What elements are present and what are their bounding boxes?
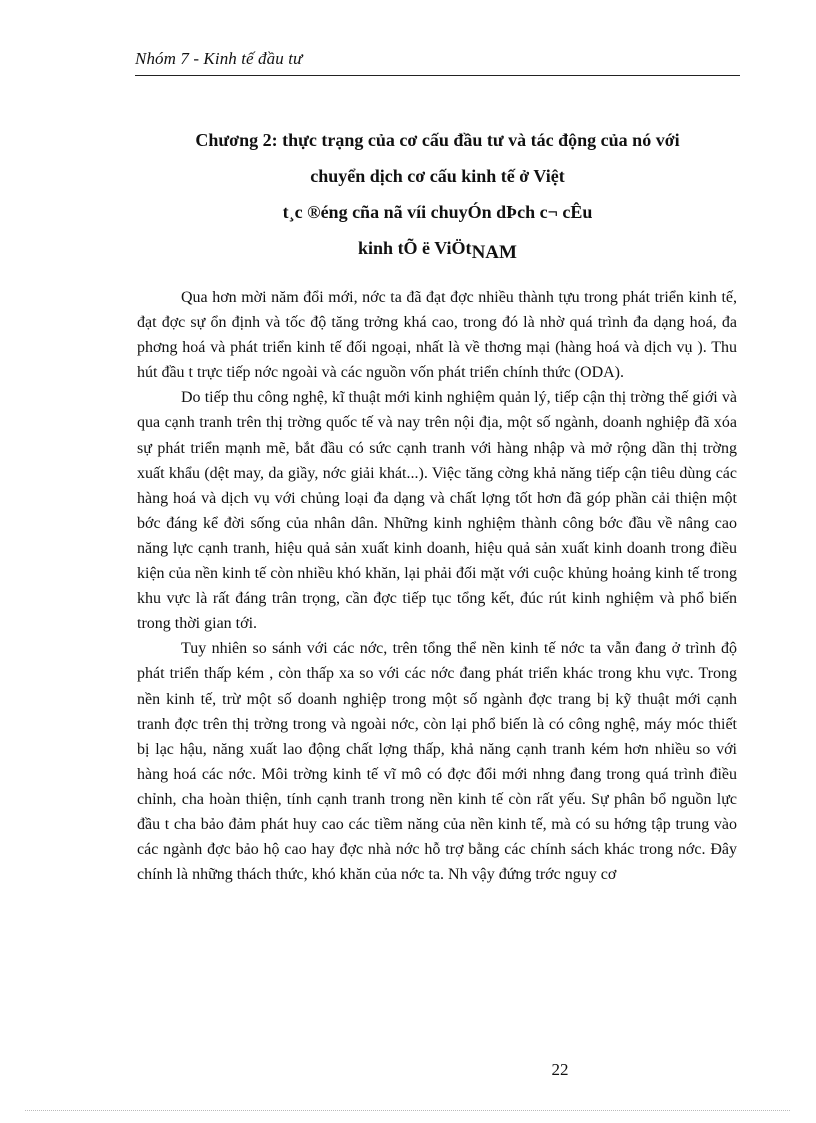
bottom-divider	[25, 1110, 790, 1111]
paragraph-3: Tuy nhiên so sánh với các nớc, trên tổng thể nền kinh tế nớc ta vẫn đang ở trình độ phát triển thấp kém , còn thấp xa so với các nớc đang phát triển khác trong khu vực. Trong nền kinh tế, trừ một số doanh nghiệp trong một số ngành đợc trang bị kỹ thuật mới cạnh tranh đợc trên thị trờng trong và ngoài nớc, còn lại phổ biến là có công nghệ, máy móc thiết bị lạc hậu, năng xuất lao động chất lợng thấp, khả năng cạnh tranh kém hơn nhiều so với hàng hoá các nớc. Môi trờng kinh tế vĩ mô có đợc đổi mới nhng đang trong quá trình điều chỉnh, cha hoàn thiện, tính cạnh tranh trong nền kinh tế còn rất yếu. Sự phân bổ nguồn lực đầu t cha bảo đảm phát huy cao các tiềm năng của nền kinh tế, mà có su hớng tập trung vào các ngành đợc bảo hộ cao hay đợc nhà nớc hỗ trợ bằng các chính sách khác trong nớc. Đây chính là những thách thức, khó khăn của nớc ta. Nh vậy đứng trớc nguy cơ	[137, 640, 737, 884]
title-line-3: t¸c ®éng cña nã víi chuyÓn dÞch c¬ cÊu	[282, 202, 593, 222]
page-number: 22	[551, 1060, 569, 1079]
title-line-4-text: kinh tÕ ë ViÖt	[358, 238, 472, 258]
paragraph-2: Do tiếp thu công nghệ, kĩ thuật mới kinh nghiệm quản lý, tiếp cận thị trờng thế giới và qua cạnh tranh trên thị trờng quốc tế và nay trên nội địa, một số ngành, doanh nghiệp đã xóa sự phát triển mạnh mẽ, bắt đầu có sức cạnh tranh với hàng nhập và mở rộng dần thị trờng xuất khẩu (dệt may, da giầy, nớc giải khát...). Việc tăng cờng khả năng tiếp cận tiêu dùng các hàng hoá và dịch vụ với chủng loại đa dạng và chất lợng tốt hơn đã góp phần cải thiện một bớc đáng kể đời sống của nhân dân. Những kinh nghiệm thành công bớc đầu về nâng cao năng lực cạnh tranh, hiệu quả sản xuất kinh doanh, hiệu quả sản xuất kinh doanh trong điều kiện của nền kinh tế còn nhiều khó khăn, lại phải đối mặt với cuộc khủng hoảng kinh tế trong khu vực là rất đáng trân trọng, cần đợc tiếp tục tổng kết, đúc rút kinh nghiệm và phổ biến trong thời gian tới.	[137, 389, 737, 633]
chapter-title	[130, 122, 745, 267]
title-line-2: chuyển dịch cơ cấu kinh tế ở Việt	[310, 166, 565, 186]
title-line-4	[130, 230, 745, 267]
page-header	[135, 49, 740, 76]
title-line-4-suffix: NAM	[471, 242, 517, 263]
body-text	[137, 285, 737, 887]
header-text: Nhóm 7 - Kinh tế đầu tư	[135, 49, 303, 68]
title-line-1: Chương 2: thực trạng của cơ cấu đầu tư và tác động của nó với	[195, 130, 680, 150]
paragraph-1: Qua hơn mời năm đổi mới, nớc ta đã đạt đợc nhiều thành tựu trong phát triển kinh tế, đạt đợc sự ổn định và tốc độ tăng trởng khá cao, trong đó là nhờ quá trình đa dạng hoá, đa phơng hoá và phát triển kinh tế đối ngoại, nhất là về thơng mại (hàng hoá và dịch vụ ). Thu hút đầu t trực tiếp nớc ngoài và các nguồn vốn phát triển chính thức (ODA).	[137, 289, 737, 382]
